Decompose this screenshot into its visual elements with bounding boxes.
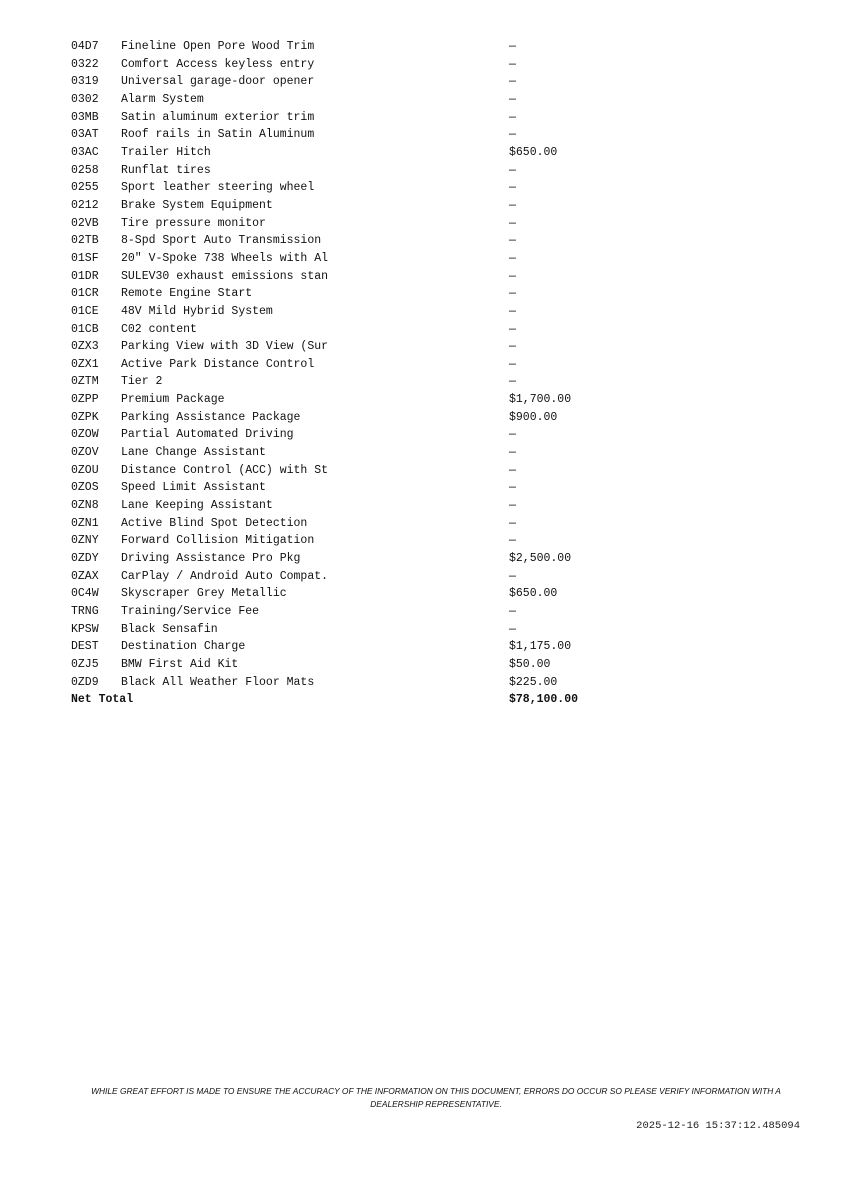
option-price: $650.00: [509, 587, 558, 601]
option-code: 0C4W: [71, 587, 99, 601]
option-description: Sport leather steering wheel: [121, 181, 315, 195]
option-price: —: [509, 128, 516, 142]
option-description: Brake System Equipment: [121, 198, 273, 212]
option-code: 02VB: [71, 216, 99, 230]
option-description: Roof rails in Satin Aluminum: [121, 128, 315, 142]
line-item-row: [71, 268, 609, 286]
option-code: 0ZX1: [71, 357, 99, 371]
line-item-row: [71, 585, 609, 603]
line-item-row: [71, 674, 609, 692]
option-price: —: [509, 499, 516, 513]
option-price: —: [509, 216, 516, 230]
option-code: 01DR: [71, 269, 99, 283]
option-description: Active Blind Spot Detection: [121, 516, 308, 530]
option-description: 20" V-Spoke 738 Wheels with Al: [121, 251, 329, 265]
option-code: TRNG: [71, 605, 99, 618]
option-code: 0ZNY: [71, 534, 99, 548]
option-code: 0ZAX: [71, 569, 99, 583]
line-item-row: [71, 38, 609, 56]
line-item-row: [71, 656, 609, 674]
net-total-label: Net Total: [71, 693, 134, 707]
option-code: 04D7: [71, 40, 99, 53]
options-table: [71, 38, 609, 709]
line-item-row: [71, 638, 609, 656]
print-timestamp: 2025-12-16 15:37:12.485094: [636, 1120, 800, 1132]
option-description: Alarm System: [121, 92, 204, 106]
line-item-row: [71, 285, 609, 303]
option-price: —: [509, 198, 516, 212]
line-item-row: [71, 373, 609, 391]
option-price: —: [509, 75, 516, 89]
line-item-row: [71, 515, 609, 533]
option-price: —: [509, 446, 516, 460]
line-item-row: [71, 109, 609, 127]
option-price: —: [509, 251, 516, 265]
option-code: 03MB: [71, 110, 99, 124]
option-price: $1,700.00: [509, 393, 572, 407]
option-code: 0ZPP: [71, 393, 99, 407]
option-description: Active Park Distance Control: [121, 357, 315, 371]
option-description: Driving Assistance Pro Pkg: [121, 552, 301, 566]
option-description: Speed Limit Assistant: [121, 481, 266, 495]
option-description: BMW First Aid Kit: [121, 657, 239, 671]
line-item-row: [71, 391, 609, 409]
option-price: —: [509, 481, 516, 495]
option-code: 0ZOW: [71, 428, 99, 442]
option-price: —: [509, 534, 516, 548]
option-code: 0212: [71, 198, 99, 212]
option-code: 0ZOU: [71, 463, 99, 477]
option-description: Black Sensafin: [121, 622, 218, 636]
option-code: DEST: [71, 640, 99, 654]
option-description: Training/Service Fee: [121, 605, 260, 618]
option-description: Distance Control (ACC) with St: [121, 463, 329, 477]
line-item-row: [71, 603, 609, 621]
option-price: —: [509, 622, 516, 636]
line-item-row: [71, 215, 609, 233]
net-total-row: [71, 691, 609, 709]
option-price: $1,175.00: [509, 640, 572, 654]
line-item-row: [71, 126, 609, 144]
option-code: 0319: [71, 75, 99, 89]
option-price: —: [509, 40, 516, 53]
option-description: Lane Keeping Assistant: [121, 499, 273, 513]
option-description: 8-Spd Sport Auto Transmission: [121, 234, 322, 248]
option-description: Destination Charge: [121, 640, 246, 654]
option-description: Parking Assistance Package: [121, 410, 301, 424]
option-description: Partial Automated Driving: [121, 428, 294, 442]
option-code: 02TB: [71, 234, 99, 248]
line-item-row: [71, 426, 609, 444]
option-price: —: [509, 163, 516, 177]
option-description: Fineline Open Pore Wood Trim: [121, 40, 315, 53]
option-price: —: [509, 181, 516, 195]
option-description: Parking View with 3D View (Sur: [121, 340, 329, 354]
line-item-row: [71, 91, 609, 109]
option-code: 0ZX3: [71, 340, 99, 354]
option-description: Tier 2: [121, 375, 163, 389]
line-item-row: [71, 409, 609, 427]
option-price: $50.00: [509, 657, 551, 671]
option-price: —: [509, 322, 516, 336]
option-price: —: [509, 340, 516, 354]
option-code: 0322: [71, 57, 99, 71]
option-price: $2,500.00: [509, 552, 572, 566]
line-item-row: [71, 356, 609, 374]
option-code: 0255: [71, 181, 99, 195]
option-price: —: [509, 269, 516, 283]
line-item-row: [71, 56, 609, 74]
option-price: —: [509, 304, 516, 318]
option-price: —: [509, 57, 516, 71]
line-item-row: [71, 338, 609, 356]
option-description: C02 content: [121, 322, 197, 336]
option-code: 01CR: [71, 287, 99, 301]
option-code: 0ZTM: [71, 375, 99, 389]
option-code: 03AC: [71, 145, 99, 159]
option-price: —: [509, 428, 516, 442]
line-item-row: [71, 479, 609, 497]
option-code: 0ZPK: [71, 410, 99, 424]
line-item-row: [71, 179, 609, 197]
line-item-row: [71, 444, 609, 462]
option-price: $225.00: [509, 675, 558, 689]
options-table-body: [71, 38, 609, 691]
option-description: Trailer Hitch: [121, 145, 211, 159]
line-item-row: [71, 321, 609, 339]
option-code: 01CB: [71, 322, 99, 336]
option-code: 0ZJ5: [71, 657, 99, 671]
option-description: Lane Change Assistant: [121, 446, 266, 460]
line-item-row: [71, 144, 609, 162]
option-description: 48V Mild Hybrid System: [121, 304, 273, 318]
line-item-row: [71, 197, 609, 215]
option-price: —: [509, 605, 516, 618]
option-description: Skyscraper Grey Metallic: [121, 587, 287, 601]
option-code: 0ZOS: [71, 481, 99, 495]
option-description: Black All Weather Floor Mats: [121, 675, 315, 689]
line-item-row: [71, 550, 609, 568]
option-price: —: [509, 463, 516, 477]
option-description: SULEV30 exhaust emissions stan: [121, 269, 329, 283]
disclaimer-text: WHILE GREAT EFFORT IS MADE TO ENSURE THE ACCURACY OF THE INFORMATION ON THIS DOCUMENT, ERRORS DO OCCUR SO PLEASE VERIFY INFORMATION WITH A DEALERSHIP REPRESENTATIVE.: [91, 1086, 781, 1109]
line-item-row: [71, 73, 609, 91]
line-item-row: [71, 162, 609, 180]
option-description: Forward Collision Mitigation: [121, 534, 315, 548]
option-code: 0ZDY: [71, 552, 99, 566]
option-price: $650.00: [509, 145, 558, 159]
line-item-row: [71, 497, 609, 515]
option-description: Comfort Access keyless entry: [121, 57, 315, 71]
option-code: KPSW: [71, 622, 99, 636]
option-price: —: [509, 569, 516, 583]
option-price: —: [509, 375, 516, 389]
option-price: —: [509, 357, 516, 371]
option-code: 0ZN1: [71, 516, 99, 530]
option-code: 03AT: [71, 128, 99, 142]
option-code: 0ZD9: [71, 675, 99, 689]
option-description: Premium Package: [121, 393, 225, 407]
option-description: Satin aluminum exterior trim: [121, 110, 315, 124]
option-price: —: [509, 287, 516, 301]
line-item-row: [71, 621, 609, 639]
line-item-row: [71, 303, 609, 321]
option-code: 0ZOV: [71, 446, 99, 460]
option-code: 01SF: [71, 251, 99, 265]
line-item-row: [71, 568, 609, 586]
option-description: CarPlay / Android Auto Compat.: [121, 569, 329, 583]
net-total-value: $78,100.00: [509, 693, 579, 707]
option-price: —: [509, 92, 516, 106]
option-code: 0302: [71, 92, 99, 106]
option-description: Remote Engine Start: [121, 287, 253, 301]
line-item-row: [71, 462, 609, 480]
line-item-row: [71, 532, 609, 550]
option-price: —: [509, 516, 516, 530]
option-description: Universal garage-door opener: [121, 75, 315, 89]
option-description: Runflat tires: [121, 163, 211, 177]
option-description: Tire pressure monitor: [121, 216, 266, 230]
option-code: 01CE: [71, 304, 99, 318]
option-price: —: [509, 110, 516, 124]
line-item-row: [71, 250, 609, 268]
option-price: —: [509, 234, 516, 248]
option-code: 0258: [71, 163, 99, 177]
option-code: 0ZN8: [71, 499, 99, 513]
option-price: $900.00: [509, 410, 558, 424]
line-item-row: [71, 232, 609, 250]
